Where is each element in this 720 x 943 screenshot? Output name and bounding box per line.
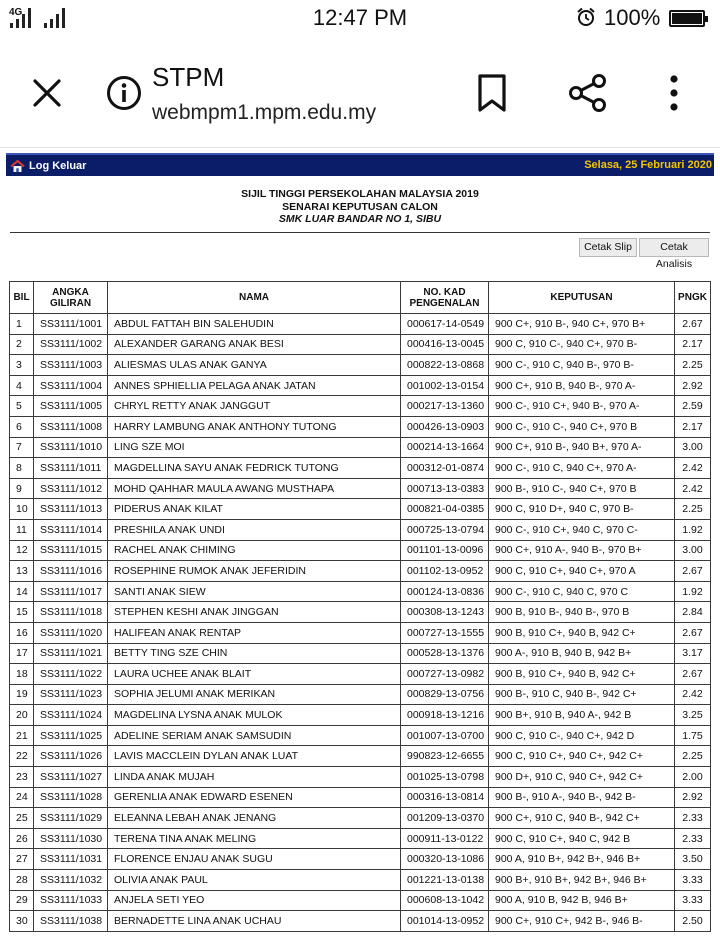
cell-pngk: 2.25 [675, 499, 711, 520]
cell-nama: BERNADETTE LINA ANAK UCHAU [108, 911, 401, 932]
battery-percent: 100% [604, 5, 661, 30]
cell-angka-giliran: SS3111/1015 [34, 540, 108, 561]
cell-bil: 21 [10, 725, 34, 746]
cell-nama: BETTY TING SZE CHIN [108, 643, 401, 664]
cell-kad-pengenalan: 000316-13-0814 [401, 787, 489, 808]
cell-angka-giliran: SS3111/1014 [34, 519, 108, 540]
table-row [10, 746, 711, 767]
cell-kad-pengenalan: 000312-01-0874 [401, 458, 489, 479]
cell-kad-pengenalan: 000217-13-1360 [401, 396, 489, 417]
cell-nama: PRESHILA ANAK UNDI [108, 519, 401, 540]
print-slip-button[interactable]: Cetak Slip [579, 238, 637, 257]
cell-kad-pengenalan: 000911-13-0122 [401, 828, 489, 849]
cell-angka-giliran: SS3111/1020 [34, 622, 108, 643]
cell-keputusan: 900 C-, 910 C+, 940 B-, 970 A- [489, 396, 675, 417]
cell-kad-pengenalan: 000727-13-1555 [401, 622, 489, 643]
cell-pngk: 3.33 [675, 890, 711, 911]
cell-kad-pengenalan: 001014-13-0952 [401, 911, 489, 932]
table-row [10, 767, 711, 788]
cell-kad-pengenalan: 001007-13-0700 [401, 725, 489, 746]
cell-kad-pengenalan: 000214-13-1664 [401, 437, 489, 458]
close-icon[interactable] [32, 78, 62, 108]
current-date: Selasa, 25 Februari 2020 [584, 159, 712, 171]
cell-nama: LINDA ANAK MUJAH [108, 767, 401, 788]
cell-kad-pengenalan: 000822-13-0868 [401, 355, 489, 376]
cell-keputusan: 900 B-, 910 C, 940 B-, 942 C+ [489, 684, 675, 705]
cell-nama: FLORENCE ENJAU ANAK SUGU [108, 849, 401, 870]
cell-keputusan: 900 C+, 910 C+, 942 B-, 946 B- [489, 911, 675, 932]
status-bar [0, 0, 720, 38]
cell-keputusan: 900 C, 910 D+, 940 C, 970 B- [489, 499, 675, 520]
cell-angka-giliran: SS3111/1003 [34, 355, 108, 376]
cell-angka-giliran: SS3111/1038 [34, 911, 108, 932]
table-row [10, 519, 711, 540]
cell-nama: ELEANNA LEBAH ANAK JENANG [108, 808, 401, 829]
cell-keputusan: 900 A, 910 B+, 942 B+, 946 B+ [489, 849, 675, 870]
cell-pngk: 3.17 [675, 643, 711, 664]
cell-kad-pengenalan: 000608-13-1042 [401, 890, 489, 911]
cell-nama: ABDUL FATTAH BIN SALEHUDIN [108, 314, 401, 335]
cell-kad-pengenalan: 001221-13-0138 [401, 870, 489, 891]
table-row [10, 581, 711, 602]
bookmark-icon[interactable] [477, 73, 507, 113]
table-row [10, 499, 711, 520]
browser-toolbar [0, 40, 720, 148]
cell-bil: 3 [10, 355, 34, 376]
report-heading [6, 188, 714, 226]
cell-keputusan: 900 A-, 910 B, 940 B, 942 B+ [489, 643, 675, 664]
cell-pngk: 2.67 [675, 664, 711, 685]
cell-nama: MAGDELINA LYSNA ANAK MULOK [108, 705, 401, 726]
cell-nama: ADELINE SERIAM ANAK SAMSUDIN [108, 725, 401, 746]
cell-kad-pengenalan: 000416-13-0045 [401, 334, 489, 355]
col-header-pngk: PNGK [675, 282, 711, 314]
cell-pngk: 3.25 [675, 705, 711, 726]
cell-angka-giliran: SS3111/1031 [34, 849, 108, 870]
cell-bil: 17 [10, 643, 34, 664]
table-row [10, 808, 711, 829]
cell-angka-giliran: SS3111/1017 [34, 581, 108, 602]
cell-kad-pengenalan: 000124-13-0836 [401, 581, 489, 602]
cell-keputusan: 900 C+, 910 B-, 940 B+, 970 A- [489, 437, 675, 458]
cell-bil: 16 [10, 622, 34, 643]
cell-keputusan: 900 B-, 910 A-, 940 B-, 942 B- [489, 787, 675, 808]
cell-keputusan: 900 C-, 910 C+, 940 C, 970 C- [489, 519, 675, 540]
table-row [10, 643, 711, 664]
cell-nama: MOHD QAHHAR MAULA AWANG MUSTHAPA [108, 478, 401, 499]
table-row [10, 561, 711, 582]
cell-keputusan: 900 B-, 910 C-, 940 C+, 970 B [489, 478, 675, 499]
cell-angka-giliran: SS3111/1001 [34, 314, 108, 335]
share-icon[interactable] [567, 73, 609, 113]
cell-bil: 2 [10, 334, 34, 355]
cell-angka-giliran: SS3111/1002 [34, 334, 108, 355]
table-row [10, 705, 711, 726]
cell-angka-giliran: SS3111/1022 [34, 664, 108, 685]
cell-kad-pengenalan: 000918-13-1216 [401, 705, 489, 726]
cell-keputusan: 900 C, 910 C+, 940 C+, 970 A [489, 561, 675, 582]
table-row [10, 416, 711, 437]
cell-bil: 4 [10, 375, 34, 396]
cell-pngk: 1.92 [675, 519, 711, 540]
cell-pngk: 2.50 [675, 911, 711, 932]
cell-bil: 12 [10, 540, 34, 561]
cell-angka-giliran: SS3111/1021 [34, 643, 108, 664]
cell-kad-pengenalan: 000320-13-1086 [401, 849, 489, 870]
list-title: SENARAI KEPUTUSAN CALON [282, 200, 438, 213]
cell-pngk: 2.00 [675, 767, 711, 788]
table-row [10, 684, 711, 705]
network-type: 4G [9, 7, 23, 18]
table-row [10, 540, 711, 561]
cell-angka-giliran: SS3111/1018 [34, 602, 108, 623]
cell-bil: 7 [10, 437, 34, 458]
cell-bil: 9 [10, 478, 34, 499]
cell-angka-giliran: SS3111/1032 [34, 870, 108, 891]
table-row [10, 870, 711, 891]
cell-nama: LAURA UCHEE ANAK BLAIT [108, 664, 401, 685]
cell-keputusan: 900 C-, 910 C-, 940 C+, 970 B [489, 416, 675, 437]
table-row [10, 355, 711, 376]
cell-kad-pengenalan: 990823-12-6655 [401, 746, 489, 767]
cell-keputusan: 900 C+, 910 B, 940 B-, 970 A- [489, 375, 675, 396]
school-name: SMK LUAR BANDAR NO 1, SIBU [278, 213, 442, 225]
cell-pngk: 2.42 [675, 478, 711, 499]
page-url[interactable]: webmpm1.mpm.edu.my [152, 101, 377, 124]
cell-angka-giliran: SS3111/1004 [34, 375, 108, 396]
cell-pngk: 2.42 [675, 684, 711, 705]
cell-pngk: 2.25 [675, 355, 711, 376]
logout-link[interactable] [10, 158, 86, 174]
cell-bil: 29 [10, 890, 34, 911]
table-row [10, 622, 711, 643]
cell-bil: 24 [10, 787, 34, 808]
cell-keputusan: 900 C-, 910 C, 940 C+, 970 A- [489, 458, 675, 479]
cell-pngk: 2.84 [675, 602, 711, 623]
cell-kad-pengenalan: 000725-13-0794 [401, 519, 489, 540]
cell-keputusan: 900 D+, 910 C, 940 C+, 942 C+ [489, 767, 675, 788]
cell-kad-pengenalan: 001002-13-0154 [401, 375, 489, 396]
cell-angka-giliran: SS3111/1012 [34, 478, 108, 499]
cell-nama: ALIESMAS ULAS ANAK GANYA [108, 355, 401, 376]
app-header [6, 153, 714, 176]
cell-angka-giliran: SS3111/1033 [34, 890, 108, 911]
cell-pngk: 3.50 [675, 849, 711, 870]
cell-nama: SOPHIA JELUMI ANAK MERIKAN [108, 684, 401, 705]
cell-bil: 1 [10, 314, 34, 335]
cell-keputusan: 900 B+, 910 B, 940 A-, 942 B [489, 705, 675, 726]
cell-angka-giliran: SS3111/1027 [34, 767, 108, 788]
cell-kad-pengenalan: 000821-04-0385 [401, 499, 489, 520]
alarm-clock-icon [576, 7, 596, 27]
cell-pngk: 1.92 [675, 581, 711, 602]
cell-pngk: 2.33 [675, 808, 711, 829]
site-info-icon[interactable] [106, 75, 142, 111]
cell-angka-giliran: SS3111/1029 [34, 808, 108, 829]
cell-bil: 19 [10, 684, 34, 705]
table-row [10, 396, 711, 417]
col-header-bil: BIL [10, 282, 34, 314]
cell-keputusan: 900 C, 910 C+, 940 C, 942 B [489, 828, 675, 849]
cell-pngk: 1.75 [675, 725, 711, 746]
cell-angka-giliran: SS3111/1013 [34, 499, 108, 520]
cell-bil: 15 [10, 602, 34, 623]
cell-nama: MAGDELLINA SAYU ANAK FEDRICK TUTONG [108, 458, 401, 479]
cell-pngk: 3.00 [675, 437, 711, 458]
cell-angka-giliran: SS3111/1005 [34, 396, 108, 417]
table-row [10, 849, 711, 870]
table-header-row [10, 282, 711, 314]
cell-angka-giliran: SS3111/1023 [34, 684, 108, 705]
cell-bil: 23 [10, 767, 34, 788]
table-row [10, 375, 711, 396]
table-row [10, 890, 711, 911]
cell-keputusan: 900 C+, 910 B-, 940 C+, 970 B+ [489, 314, 675, 335]
cell-keputusan: 900 C, 910 C+, 940 C+, 942 C+ [489, 746, 675, 767]
cell-kad-pengenalan: 001101-13-0096 [401, 540, 489, 561]
print-analysis-button[interactable]: Cetak Analisis [639, 238, 709, 257]
table-row [10, 725, 711, 746]
cell-bil: 6 [10, 416, 34, 437]
table-row [10, 911, 711, 932]
table-row [10, 602, 711, 623]
page-title: STPM [152, 62, 225, 92]
table-row [10, 828, 711, 849]
cell-angka-giliran: SS3111/1026 [34, 746, 108, 767]
cell-nama: LING SZE MOI [108, 437, 401, 458]
cell-bil: 25 [10, 808, 34, 829]
cell-angka-giliran: SS3111/1008 [34, 416, 108, 437]
home-icon [10, 160, 25, 173]
cell-kad-pengenalan: 001102-13-0952 [401, 561, 489, 582]
logout-label: Log Keluar [29, 160, 87, 172]
col-header-nama: NAMA [108, 282, 401, 314]
cell-keputusan: 900 C-, 910 C, 940 B-, 970 B- [489, 355, 675, 376]
cell-keputusan: 900 C, 910 C-, 940 C+, 942 D [489, 725, 675, 746]
divider [10, 232, 710, 233]
cell-angka-giliran: SS3111/1028 [34, 787, 108, 808]
cell-nama: OLIVIA ANAK PAUL [108, 870, 401, 891]
cell-bil: 26 [10, 828, 34, 849]
cell-kad-pengenalan: 000727-13-0982 [401, 664, 489, 685]
cell-kad-pengenalan: 001209-13-0370 [401, 808, 489, 829]
cell-pngk: 2.42 [675, 458, 711, 479]
cell-angka-giliran: SS3111/1011 [34, 458, 108, 479]
table-row [10, 314, 711, 335]
cell-pngk: 2.25 [675, 746, 711, 767]
cell-nama: CHRYL RETTY ANAK JANGGUT [108, 396, 401, 417]
cell-bil: 27 [10, 849, 34, 870]
cell-pngk: 2.67 [675, 622, 711, 643]
cell-pngk: 2.92 [675, 787, 711, 808]
cell-nama: GERENLIA ANAK EDWARD ESENEN [108, 787, 401, 808]
cell-nama: TERENA TINA ANAK MELING [108, 828, 401, 849]
cell-bil: 13 [10, 561, 34, 582]
cell-kad-pengenalan: 000617-14-0549 [401, 314, 489, 335]
cell-bil: 20 [10, 705, 34, 726]
cell-kad-pengenalan: 000308-13-1243 [401, 602, 489, 623]
cell-keputusan: 900 C-, 910 C, 940 C, 970 C [489, 581, 675, 602]
cell-keputusan: 900 B, 910 C+, 940 B, 942 C+ [489, 664, 675, 685]
results-table [9, 281, 711, 932]
cell-nama: ANNES SPHIELLIA PELAGA ANAK JATAN [108, 375, 401, 396]
table-row [10, 478, 711, 499]
cell-keputusan: 900 A, 910 B, 942 B, 946 B+ [489, 890, 675, 911]
cell-keputusan: 900 B, 910 B-, 940 B-, 970 B [489, 602, 675, 623]
cell-kad-pengenalan: 000713-13-0383 [401, 478, 489, 499]
battery-icon [669, 10, 705, 27]
cell-kad-pengenalan: 000426-13-0903 [401, 416, 489, 437]
status-time: 12:47 PM [312, 5, 408, 30]
exam-title: SIJIL TINGGI PERSEKOLAHAN MALAYSIA 2019 [241, 188, 479, 200]
cell-kad-pengenalan: 000829-13-0756 [401, 684, 489, 705]
cell-bil: 5 [10, 396, 34, 417]
cell-angka-giliran: SS3111/1024 [34, 705, 108, 726]
cell-bil: 14 [10, 581, 34, 602]
col-header-kad-pengenalan: NO. KAD PENGENALAN [401, 282, 489, 314]
table-row [10, 437, 711, 458]
table-row [10, 787, 711, 808]
more-options-icon[interactable] [667, 74, 681, 112]
cell-keputusan: 900 C+, 910 C, 940 B-, 942 C+ [489, 808, 675, 829]
cell-kad-pengenalan: 001025-13-0798 [401, 767, 489, 788]
cell-nama: HARRY LAMBUNG ANAK ANTHONY TUTONG [108, 416, 401, 437]
table-row [10, 458, 711, 479]
cell-keputusan: 900 C+, 910 A-, 940 B-, 970 B+ [489, 540, 675, 561]
cell-nama: SANTI ANAK SIEW [108, 581, 401, 602]
cell-bil: 28 [10, 870, 34, 891]
cell-nama: PIDERUS ANAK KILAT [108, 499, 401, 520]
cell-pngk: 2.17 [675, 416, 711, 437]
cell-bil: 22 [10, 746, 34, 767]
cell-pngk: 2.17 [675, 334, 711, 355]
cell-nama: ROSEPHINE RUMOK ANAK JEFERIDIN [108, 561, 401, 582]
cell-keputusan: 900 B+, 910 B+, 942 B+, 946 B+ [489, 870, 675, 891]
cell-bil: 10 [10, 499, 34, 520]
cell-angka-giliran: SS3111/1025 [34, 725, 108, 746]
cell-pngk: 3.33 [675, 870, 711, 891]
cell-pngk: 2.67 [675, 314, 711, 335]
cell-pngk: 2.33 [675, 828, 711, 849]
cell-bil: 8 [10, 458, 34, 479]
cell-angka-giliran: SS3111/1016 [34, 561, 108, 582]
cell-angka-giliran: SS3111/1010 [34, 437, 108, 458]
cell-nama: ANJELA SETI YEO [108, 890, 401, 911]
cell-nama: ALEXANDER GARANG ANAK BESI [108, 334, 401, 355]
cell-keputusan: 900 C, 910 C-, 940 C+, 970 B- [489, 334, 675, 355]
cell-kad-pengenalan: 000528-13-1376 [401, 643, 489, 664]
col-header-keputusan: KEPUTUSAN [489, 282, 675, 314]
cell-keputusan: 900 B, 910 C+, 940 B, 942 C+ [489, 622, 675, 643]
cell-angka-giliran: SS3111/1030 [34, 828, 108, 849]
cell-bil: 30 [10, 911, 34, 932]
cell-pngk: 2.67 [675, 561, 711, 582]
cell-bil: 18 [10, 664, 34, 685]
table-row [10, 664, 711, 685]
table-row [10, 334, 711, 355]
cell-bil: 11 [10, 519, 34, 540]
cell-nama: HALIFEAN ANAK RENTAP [108, 622, 401, 643]
cell-nama: LAVIS MACCLEIN DYLAN ANAK LUAT [108, 746, 401, 767]
cell-pngk: 2.59 [675, 396, 711, 417]
cell-pngk: 2.92 [675, 375, 711, 396]
cell-nama: STEPHEN KESHI ANAK JINGGAN [108, 602, 401, 623]
cell-pngk: 3.00 [675, 540, 711, 561]
col-header-angka-giliran: ANGKA GILIRAN [34, 282, 108, 314]
cell-nama: RACHEL ANAK CHIMING [108, 540, 401, 561]
